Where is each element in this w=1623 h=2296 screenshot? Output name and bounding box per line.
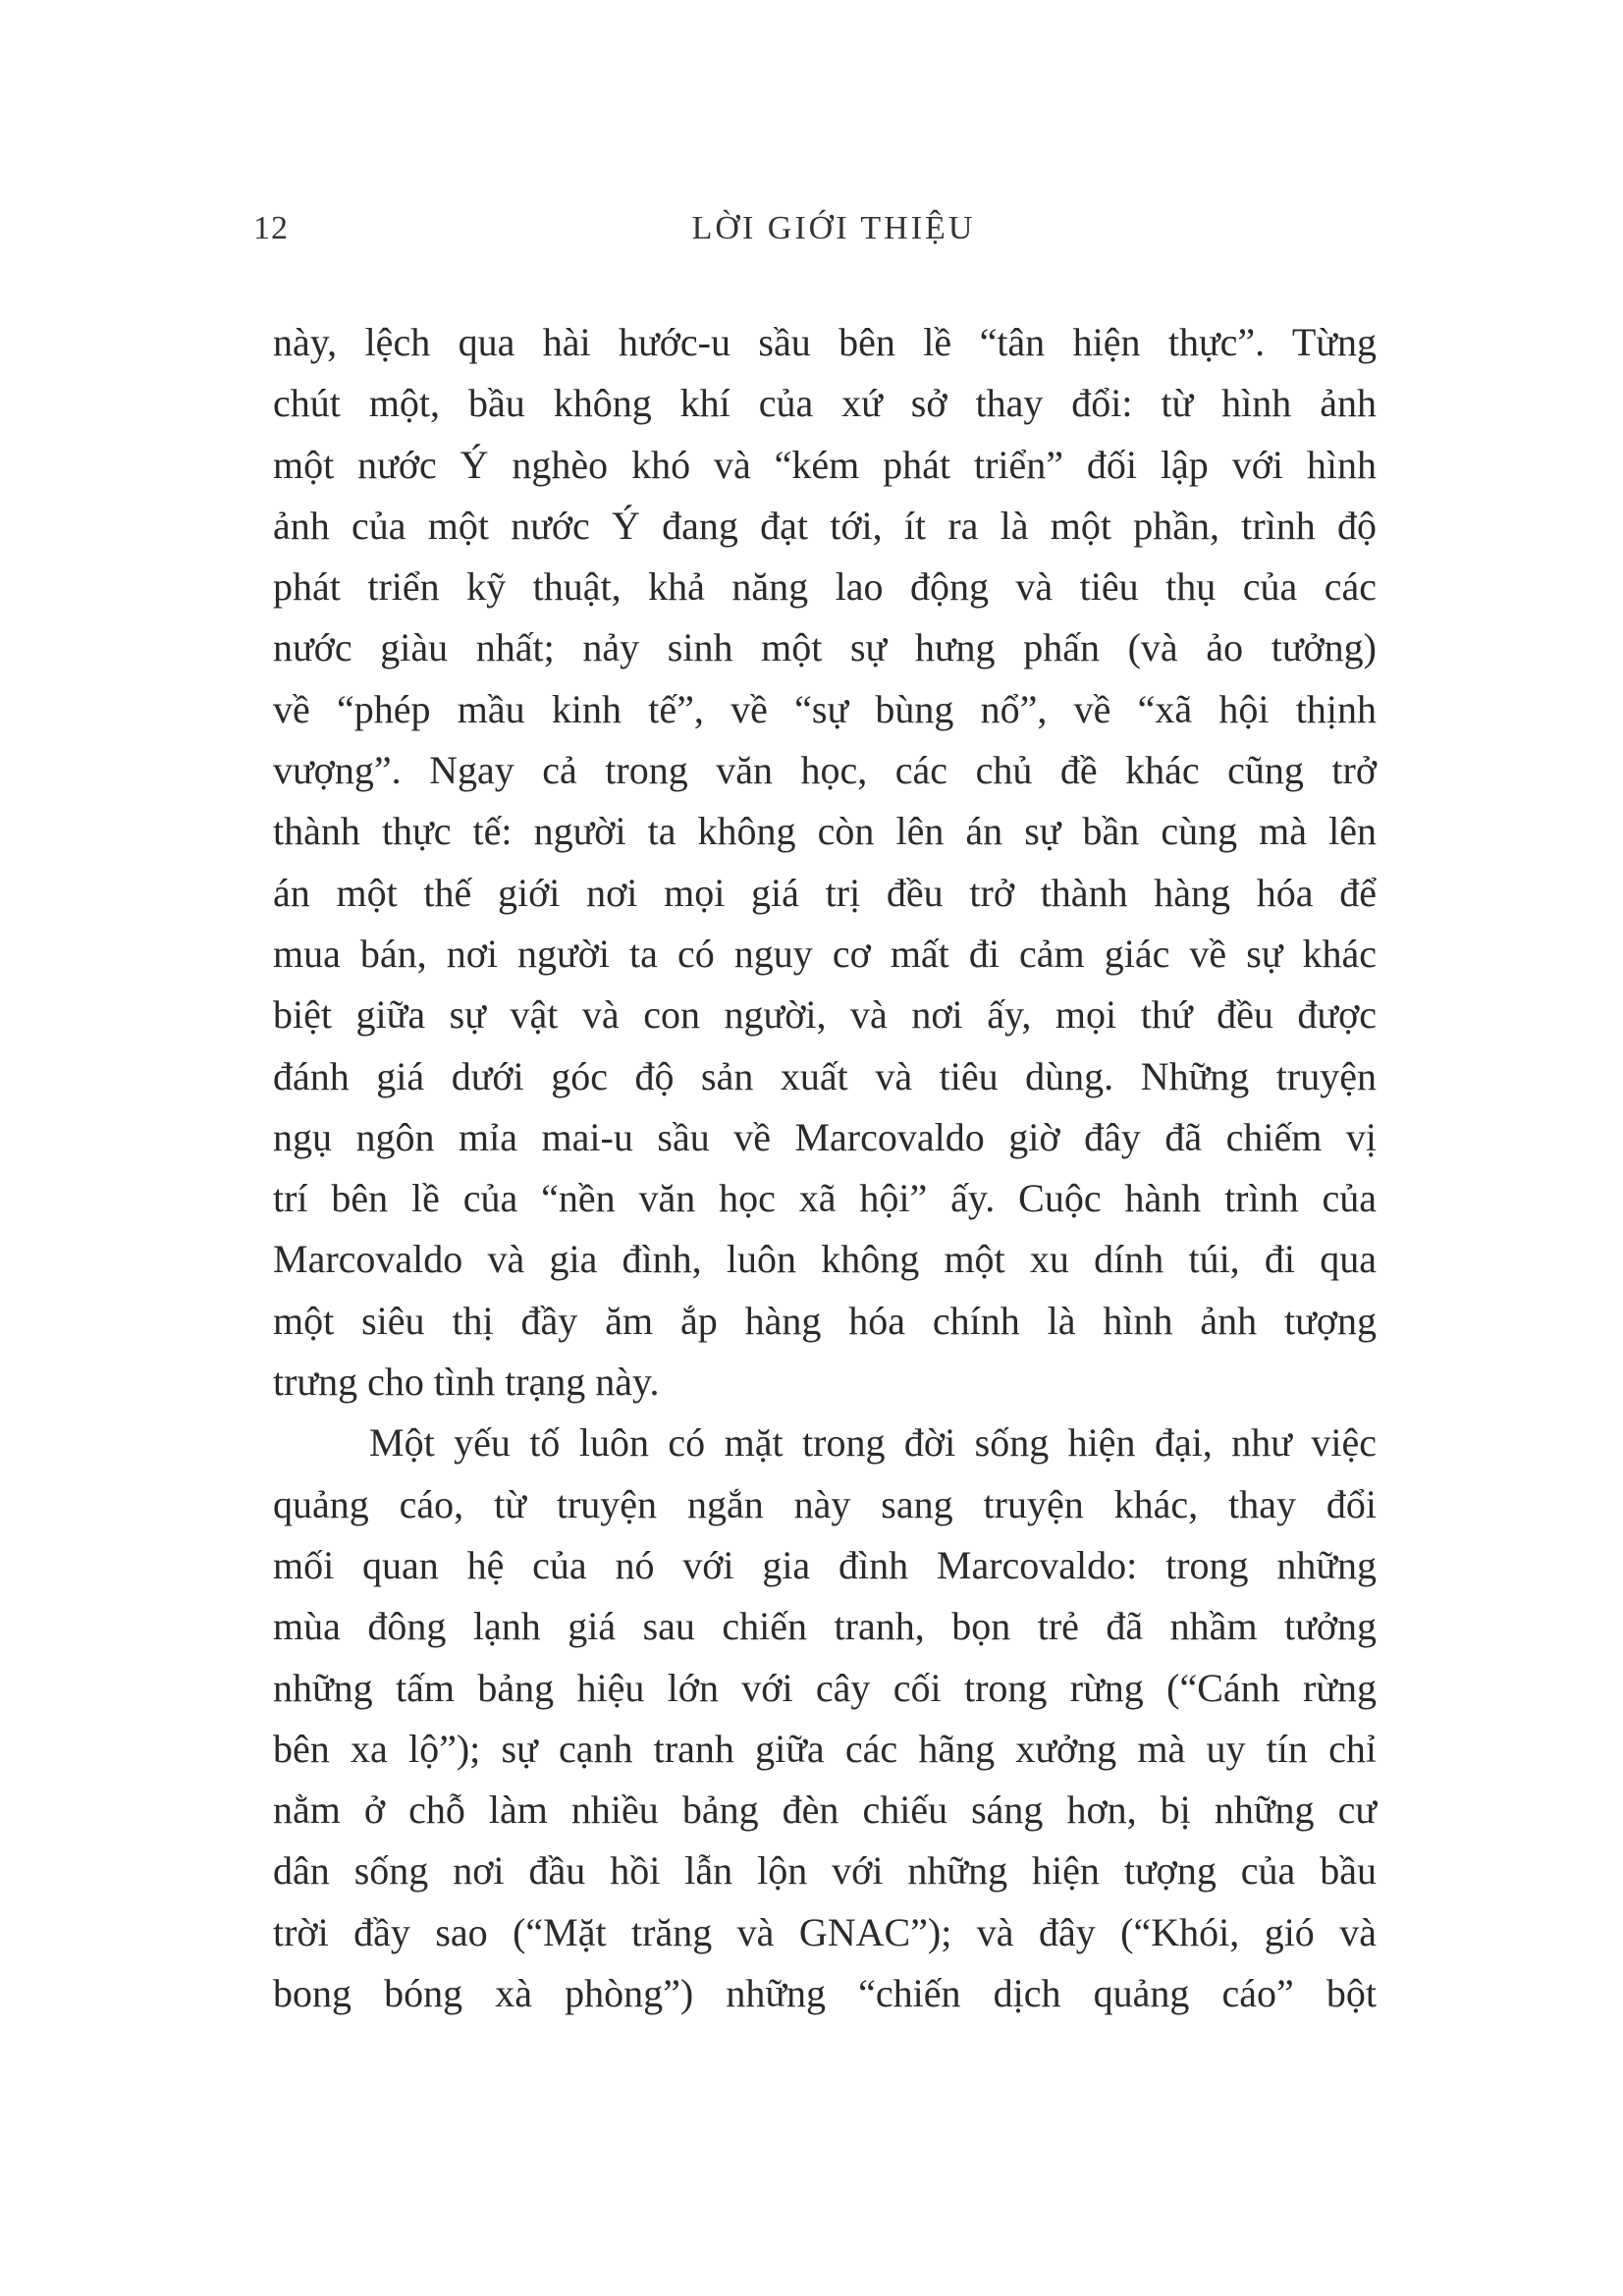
text-line: phát triển kỹ thuật, khả năng lao động và tiêu thụ của các [273, 564, 1377, 610]
body-text [273, 312, 1377, 2024]
text-line: đánh giá dưới góc độ sản xuất và tiêu dùng. Những truyện [273, 1053, 1377, 1098]
text-line: một siêu thị đầy ăm ắp hàng hóa chính là hình ảnh tượng [273, 1298, 1377, 1343]
text-line: vượng”. Ngay cả trong văn học, các chủ đề khác cũng trở [273, 748, 1377, 793]
paragraph-2 [273, 1413, 1377, 2024]
text-line: trời đầy sao (“Mặt trăng và GNAC”); và đây (“Khói, gió và [273, 1909, 1377, 1954]
text-line: thành thực tế: người ta không còn lên án sự bần cùng mà lên [273, 809, 1377, 854]
text-line: ngụ ngôn mỉa mai-u sầu về Marcovaldo giờ đây đã chiếm vị [273, 1114, 1377, 1159]
text-line: này, lệch qua hài hước-u sầu bên lề “tân hiện thực”. Từng [273, 320, 1377, 364]
text-line: bong bóng xà phòng”) những “chiến dịch quảng cáo” bột [273, 1971, 1377, 2016]
text-line: bên xa lộ”); sự cạnh tranh giữa các hãng xưởng mà uy tín chỉ [273, 1726, 1377, 1771]
chapter-title: LỜI GIỚI THIỆU [691, 210, 976, 246]
text-line: quảng cáo, từ truyện ngắn này sang truyện khác, thay đổi [273, 1481, 1377, 1526]
text-line: nằm ở chỗ làm nhiều bảng đèn chiếu sáng hơn, bị những cư [273, 1788, 1377, 1833]
text-line: dân sống nơi đầu hồi lẫn lộn với những hiện tượng của bầu [273, 1848, 1377, 1894]
text-line: về “phép mầu kinh tế”, về “sự bùng nổ”, về “xã hội thịnh [273, 686, 1377, 731]
paragraph-1 [273, 312, 1377, 1413]
text-line: Marcovaldo và gia đình, luôn không một xu dính túi, đi qua [273, 1237, 1377, 1282]
text-line: biệt giữa sự vật và con người, và nơi ấy, mọi thứ đều được [273, 992, 1377, 1038]
text-line: Một yếu tố luôn có mặt trong đời sống hiện đại, như việc [369, 1420, 1377, 1466]
text-line: mùa đông lạnh giá sau chiến tranh, bọn trẻ đã nhầm tưởng [273, 1604, 1377, 1649]
text-line: mối quan hệ của nó với gia đình Marcovaldo: trong những [273, 1542, 1377, 1587]
text-line: những tấm bảng hiệu lớn với cây cối trong rừng (“Cánh rừng [273, 1665, 1377, 1710]
text-line: chút một, bầu không khí của xứ sở thay đổi: từ hình ảnh [273, 381, 1377, 426]
text-line: ảnh của một nước Ý đang đạt tới, ít ra là một phần, trình độ [273, 503, 1377, 548]
text-line: trưng cho tình trạng này. [273, 1360, 660, 1405]
text-line: án một thế giới nơi mọi giá trị đều trở thành hàng hóa để [273, 870, 1377, 915]
running-header [253, 210, 1375, 259]
text-line: nước giàu nhất; nảy sinh một sự hưng phấn (và ảo tưởng) [273, 625, 1377, 670]
text-line: một nước Ý nghèo khó và “kém phát triển” đối lập với hình [273, 442, 1377, 487]
text-line: trí bên lề của “nền văn học xã hội” ấy. Cuộc hành trình của [273, 1176, 1377, 1221]
text-line: mua bán, nơi người ta có nguy cơ mất đi cảm giác về sự khác [273, 931, 1377, 976]
page-number: 12 [253, 210, 289, 246]
